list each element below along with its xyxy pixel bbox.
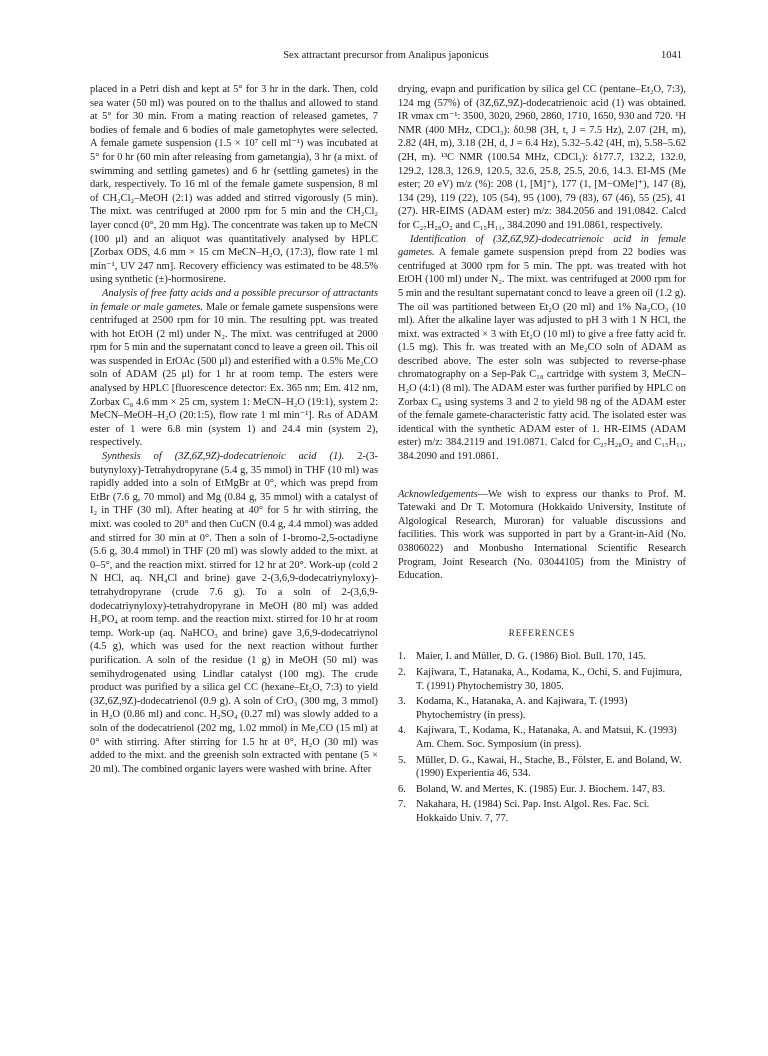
reference-text: Maier, I. and Müller, D. G. (1986) Biol. Bull. 170, 145. xyxy=(416,651,646,663)
paragraph-body: A female gamete suspension prepd from 22 bodies was centrifuged at 3000 rpm for 5 min. The ppt. was treated with hot EtOH (100 ml) under N₂. The mixt. was centrifuged at 2000 rpm for 5 min and the resultant supernatant concd to leave a green oil (1.2 g). The oil was partitioned between Et₂O (20 ml) and 1% Na₂CO₃ (10 ml). After the alkaline layer was adjusted to pH 3 with 1 N HCl, the mixt. was extracted × 3 with Et₂O (10 ml) to give a free fatty acid fr. (1.5 mg). This fr. was treated with an Me₂CO soln of ADAM as described above. The ester soln was subjected to reverse-phase chromatography on a Sep-Pak C₁₈ cartridge with system 3, MeCN–H₂O (4:1) (8 ml). The ADAM ester was further purified by HPLC on Zorbax C₈ using systems 3 and 2 to yield 98 ng of the ADAM ester of the female gamete-characteristic fatty acid. The isolated ester was identical with the synthetic ADAM ester of 1. HR-EIMS (ADAM ester) m/z: 384.2119 and 191.0871. Calcd for C₂₇H₂₈O₂ and C₁₅H₁₁, 384.2090 and 191.0861. xyxy=(398,247,686,463)
section-title-synthesis: Synthesis of (3Z,6Z,9Z)-dodecatrienoic acid (1). xyxy=(102,451,345,463)
reference-item xyxy=(398,798,686,825)
acknowledgements-body: —We wish to express our thanks to Prof. M. Tatewaki and Dr T. Motomura (Hokkaido University, Institute of Algological Research, Muroran) for valuable discussions and facilities. This work was supported in part by a Grant-in-Aid (No. 03806022) and Monbusho International Scientific Research Program, Joint Research (No. 03044105) from the Ministry of Education. xyxy=(398,488,686,582)
left-column xyxy=(90,83,378,776)
spacer xyxy=(398,464,686,476)
paragraph-gamete-incubation: placed in a Petri dish and kept at 5° for 3 hr in the dark. Then, cold sea water (50 ml) was poured on to the thallus and allowed to stand at 5° for 30 min. From a mating reaction of released gametes, 7 bodies of female and 6 bodies of male gametophytes were selected. A female gamete suspension (1.5 × 10⁷ cell ml⁻¹) was incubated at 5° for 0 hr (60 min after releasing from gametangia), 3 hr (a mixt. of swimming and settling gametes) and 6 hr (settling gametes) in the dark, respectively. To 16 ml of the female gamete suspension, 8 ml of CH₂Cl₂–MeOH (2:1) was added and stirred vigorously (5 min). The mixt. was centrifuged at 2000 rpm for 5 min and the CH₂Cl₂ layer concd (0°, 20 mm Hg). The concentrate was taken up to MeCN (100 μl) and an aliquot was quantitatively analysed by HPLC [Zorbax ODS, 4.6 mm × 15 cm MeCN–H₂O, (17:3), flow rate 1 ml min⁻¹, UV 247 nm]. Recovery efficiency was estimated to be 48.5% using synthetic (±)-hormosirene. xyxy=(90,84,378,286)
section-title-analysis: Analysis of free fatty acids and a possible precursor of attractants in female or male gametes. xyxy=(90,287,378,313)
reference-item xyxy=(398,695,686,722)
references-heading: REFERENCES xyxy=(508,627,576,638)
acknowledgements-title: Acknowledgements xyxy=(398,488,478,500)
paragraph-identification xyxy=(398,233,686,464)
reference-item xyxy=(398,754,686,781)
reference-number: 6. xyxy=(398,783,406,795)
reference-number: 1. xyxy=(398,651,406,663)
reference-list xyxy=(398,650,686,825)
reference-item xyxy=(398,666,686,693)
reference-number: 4. xyxy=(398,725,406,737)
spacer xyxy=(398,476,686,488)
reference-text: Kodama, K., Hatanaka, A. and Kajiwara, T. (1993) Phytochemistry (in press). xyxy=(416,696,628,721)
reference-number: 2. xyxy=(398,666,406,678)
paragraph-body: 2-(3-butynyloxy)-Tetrahydropyrane (5.4 g, 35 mmol) in THF (10 ml) was rapidly added into a soln of EtMgBr at 0°, which was prepd from EtBr (7.6 g, 70 mmol) and Mg (0.84 g, 35 mmol) with a catalyst of I₂ in THF (30 ml). After heating at 40° for 5 hr with stirring, the mixt. was cooled to 20° and then CuCN (0.4 g, 4.4 mmol) was added and stirred for 30 min at 0°. Then a soln of 1-bromo-2,5-octadiyne (5.6 g, 30.4 mmol) in THF (20 ml) was slowly added to the mixt. at 0–5°, and the reaction mixt. stirred for 12 hr at 20°. Work-up (cold 2 N HCl, aq. NH₄Cl and brine) gave 2-(3,6,9-dodecatriynyloxy)-tetrahydropyrane (crude 7.6 g). To a soln of 2-(3,6,9-dodecatriynyloxy)-tetrahydropyrane in MeOH (80 ml) was added H₃PO₄ at room temp. and the reaction mixt. stirred for 10 hr at room temp. Work-up (aq. NaHCO₃ and brine) gave 3,6,9-dodecatriynol (4.5 g), which was used for the next reaction without further purification. A soln of the residue (1 g) in MeOH (50 ml) was semihydrogenated using Lindlar catalyst (100 mg). The crude product was purified by a silica gel CC (hexane–Et₂O, 7:3) to yield (3Z,6Z,9Z)-dodecatrienol (0.9 g). A soln of CrO₃ (300 mg, 3 mmol) in H₂O (0.86 ml) and conc. H₂SO₄ (0.27 ml) was slowly added to a soln of the dodecatrienol (202 mg, 1.02 mmol) in Me₂CO (15 ml) at 0° with stirring. After stirring for 1.5 hr at 0°, H₂O (30 ml) was added to the mixt. and the greenish soln extracted with pentane (5 × 20 ml). The combined organic layers were washed with brine. After xyxy=(90,451,378,775)
paragraph-fatty-acid-analysis xyxy=(90,287,378,450)
paragraph-synthesis xyxy=(90,450,378,776)
reference-item xyxy=(398,650,686,664)
reference-number: 3. xyxy=(398,696,406,708)
section-title-identification: Identification of (3Z,6Z,9Z)-dodecatrienoic acid in female gametes. xyxy=(398,233,686,259)
acknowledgements xyxy=(398,488,686,583)
running-header xyxy=(90,50,682,66)
reference-number: 7. xyxy=(398,799,406,811)
reference-text: Nakahara, H. (1984) Sci. Pap. Inst. Algol. Res. Fac. Sci. Hokkaido Univ. 7, 77. xyxy=(416,799,650,824)
reference-text: Kajiwara, T., Kodama, K., Hatanaka, A. and Matsui, K. (1993) Am. Chem. Soc. Symposium (in press). xyxy=(416,725,677,750)
reference-number: 5. xyxy=(398,754,406,766)
page-number: 1041 xyxy=(661,50,682,61)
reference-text: Kajiwara, T., Hatanaka, A., Kodama, K., Ochi, S. and Fujimura, T. (1991) Phytochemistry 30, 1805. xyxy=(416,666,682,692)
reference-item xyxy=(398,783,686,797)
paragraph-body: Male or female gamete suspensions were centrifuged at 2500 rpm for 10 min. The resulting ppt. was treated with hot EtOH (2 ml) under N₂. The mixt. was centrifuged at 2000 rpm for 5 min and the supernatant concd to leave a green oil. This oil was suspended in EtOAc (500 μl) and esterified with a 0.5% Me₂CO soln of ADAM (25 μl) for 1 hr at room temp. The esters were analysed by HPLC [fluorescence detector: Ex. 365 nm; Em. 412 nm, Zorbax C₈ 4.6 mm × 25 cm, system 1: MeCN–H₂O (19:1), system 2: MeCN–MeOH–H₂O (20:1:5), flow rate 1 ml min⁻¹]. Rₜs of ADAM ester of 1 were 6.8 min (system 1) and 24.4 min (system 2), respectively. xyxy=(90,301,378,449)
reference-item xyxy=(398,724,686,751)
paragraph-characterisation: drying, evapn and purification by silica gel CC (pentane–Et₂O, 7:3), 124 mg (57%) of (3Z,6Z,9Z)-dodecatrienoic acid (1) was obtained. IR νmax cm⁻¹: 3500, 3020, 2960, 2860, 1710, 1650, 930 and 720. ¹H NMR (400 MHz, CDCl₃): δ0.98 (3H, t, J = 7.5 Hz), 2.07 (2H, m), 2.82 (4H, m), 3.18 (2H, d, J = 6.4 Hz), 5.32–5.42 (4H, m), 5.58–5.62 (2H, m). ¹³C NMR (100.54 MHz, CDCl₃): δ177.7, 132.2, 132.0, 129.2, 128.3, 126.9, 120.5, 32.6, 25.8, 25.5, 20.6, 14.3. EI-MS (Me ester; 20 eV) m/z (%): 208 (1, [M]⁺), 177 (1, [M−OMe]⁺), 147 (8), 134 (29), 119 (22), 105 (54), 95 (100), 79 (83), 67 (46), 55 (25), 41 (27). HR-EIMS (ADAM ester) m/z: 384.2056 and 191.0842. Calcd for C₂₇H₂₈O₂ and C₁₅H₁₁, 384.2090 and 191.0861, respectively. xyxy=(398,84,686,231)
right-column xyxy=(398,83,686,828)
running-title: Sex attractant precursor from Analipus japonicus xyxy=(283,50,489,61)
reference-text: Boland, W. and Mertes, K. (1985) Eur. J. Biochem. 147, 83. xyxy=(416,783,666,795)
reference-text: Müller, D. G., Kawai, H., Stache, B., Fölster, E. and Boland, W. (1990) Experientia 46, 534. xyxy=(416,754,682,780)
